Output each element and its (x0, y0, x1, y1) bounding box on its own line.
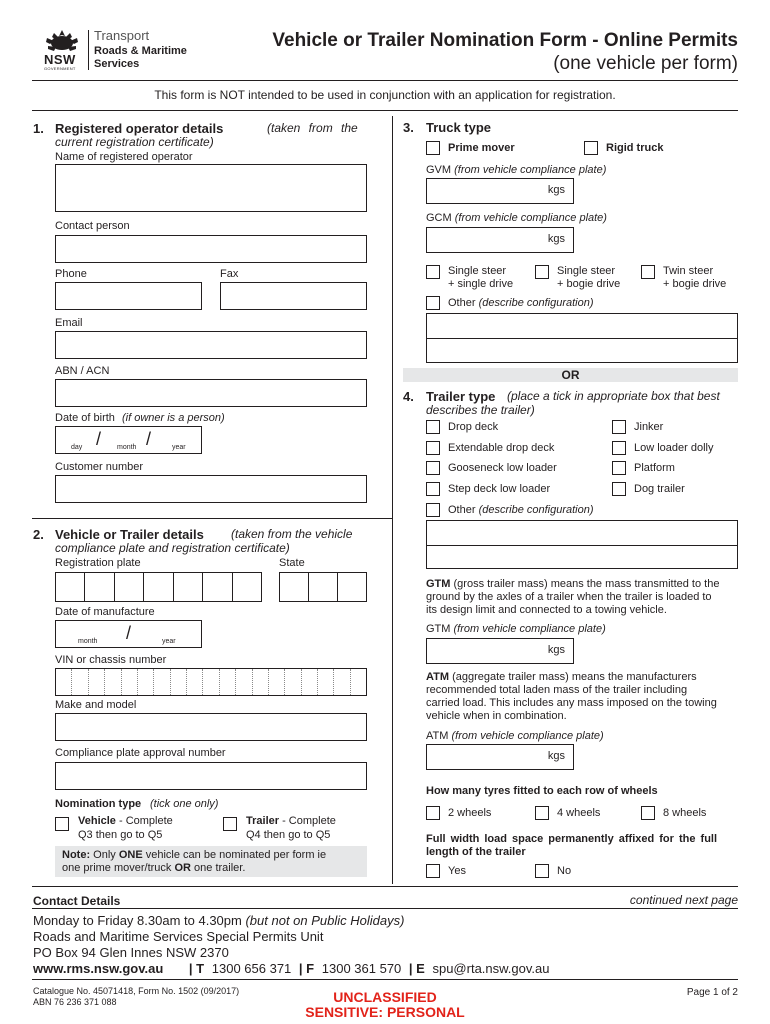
contact-email[interactable]: spu@rta.nsw.gov.au (432, 961, 550, 976)
tyres-label: How many tyres fitted to each row of wheels (426, 785, 658, 797)
vehicle-checkbox[interactable] (55, 817, 69, 831)
compliance-input[interactable] (55, 762, 367, 790)
trailer-opt-gooseneck: Gooseneck low loader (448, 462, 557, 474)
tyres-4-checkbox[interactable] (535, 806, 549, 820)
load-space-label: Full width load space permanently affixed for the full (426, 833, 718, 845)
nsw-logo (40, 28, 84, 72)
gtm-definition-2: ground by the axles of a trailer when the trailer is loaded to (426, 591, 712, 603)
trailer-opt-extendable: Extendable drop deck (448, 442, 555, 454)
phone-prefix: T (196, 961, 205, 976)
section4-title-note-2: describes the trailer) (426, 403, 535, 417)
customer-input[interactable] (55, 475, 367, 503)
steer3-checkbox[interactable] (641, 265, 655, 279)
dob-year-hint: year (172, 444, 186, 451)
trailer-option-rest: - Complete (279, 815, 336, 827)
make-input[interactable] (55, 713, 367, 741)
waratah-icon (42, 28, 82, 54)
note-line2-a: one prime mover/truck (62, 862, 175, 874)
load-space-no-checkbox[interactable] (535, 864, 549, 878)
trailer-opt-dolly: Low loader dolly (634, 442, 714, 454)
office-hours (33, 913, 404, 928)
atm-def-text-1: (aggregate trailer mass) means the manufacturers (449, 671, 697, 683)
gtm-def-term: GTM (426, 578, 451, 590)
classification-2: SENSITIVE: PERSONAL (305, 1004, 465, 1020)
column-divider (392, 116, 393, 884)
contact-line (33, 961, 550, 976)
note-label: Note: (62, 849, 91, 861)
tyres-2-checkbox[interactable] (426, 806, 440, 820)
section1-number: 1. (33, 121, 44, 136)
bottom-rule (32, 979, 738, 980)
note-text-rest: vehicle can be nominated per form ie (142, 849, 327, 861)
trailer-other-checkbox[interactable] (426, 503, 440, 517)
rego-label: Registration plate (55, 557, 141, 569)
customer-label: Customer number (55, 461, 144, 473)
abn-label: ABN / ACN (55, 365, 110, 377)
tyres-2-label: 2 wheels (448, 807, 492, 819)
gcm-note: (from vehicle compliance plate) (454, 212, 607, 224)
truck-other-input-divider (427, 338, 737, 339)
prime-mover-checkbox[interactable] (426, 141, 440, 155)
section4-title-note: (place a tick in appropriate box that best (507, 389, 720, 403)
phone-label: Phone (55, 268, 87, 280)
gcm-label-text: GCM (426, 212, 452, 224)
email-input[interactable] (55, 331, 367, 359)
atm-unit: kgs (547, 750, 565, 762)
logo-state: NSW (44, 52, 76, 67)
gvm-label-text: GVM (426, 164, 452, 176)
rigid-truck-label: Rigid truck (606, 142, 664, 154)
rego-input[interactable] (55, 572, 262, 602)
trailer-other-text: Other (448, 504, 476, 516)
atm-definition-2: recommended total laden mass of the trailer including (426, 684, 688, 696)
dob-day-hint: day (71, 444, 83, 451)
logo-line-rms: Roads & Maritime (94, 45, 187, 57)
compliance-label: Compliance plate approval number (55, 747, 226, 759)
sep-3: | (408, 961, 413, 976)
gvm-label (426, 164, 606, 177)
office-hours-text: Monday to Friday 8.30am to 4.30pm (33, 913, 242, 928)
tyres-4-label: 4 wheels (557, 807, 601, 819)
notice-rule (32, 110, 738, 111)
section1-rule (32, 518, 392, 519)
form-subtitle: (one vehicle per form) (553, 53, 738, 74)
gcm-unit: kgs (547, 233, 565, 245)
gtm-definition-3: its design limit and connected to a towing vehicle. (426, 604, 667, 616)
gvm-unit: kgs (547, 184, 565, 196)
section3-number: 3. (403, 120, 414, 135)
trailer-option-bold: Trailer (246, 815, 280, 827)
section3-title: Truck type (426, 120, 492, 135)
atm-input[interactable] (426, 744, 574, 770)
section2-title-note: (taken from the vehicle (231, 527, 353, 541)
gvm-note: (from vehicle compliance plate) (454, 164, 607, 176)
contact-details-title: Contact Details (33, 894, 121, 908)
website-link[interactable]: www.rms.nsw.gov.au (33, 961, 164, 976)
trailer-opt-dog: Dog trailer (634, 483, 685, 495)
trailer-opt-gooseneck-checkbox[interactable] (426, 461, 440, 475)
email-label: Email (55, 317, 83, 329)
rigid-truck-checkbox[interactable] (584, 141, 598, 155)
contact-label: Contact person (55, 220, 130, 232)
email-prefix: E (416, 961, 425, 976)
catalogue-number: Catalogue No. 45071418, Form No. 1502 (09/2017) (33, 986, 240, 996)
office-hours-note: (but not on Public Holidays) (245, 913, 405, 928)
atm-definition-4: vehicle when in combination. (426, 710, 567, 722)
logo-government: GOVERNMENT (44, 66, 76, 71)
dom-label: Date of manufacture (55, 606, 155, 618)
gtm-definition-1 (426, 578, 719, 591)
dob-note: (if owner is a person) (122, 412, 225, 424)
sep-2: | (298, 961, 303, 976)
trailer-opt-drop-deck-checkbox[interactable] (426, 420, 440, 434)
abn-input[interactable] (55, 379, 367, 407)
section2-title-note-2: compliance plate and registration certificate) (55, 541, 290, 555)
trailer-opt-step-deck: Step deck low loader (448, 483, 551, 495)
dob-month-hint: month (117, 444, 137, 451)
classification-1: UNCLASSIFIED (333, 989, 437, 1005)
section4-title: Trailer type (426, 389, 496, 404)
dob-label: Date of birth (55, 412, 115, 424)
vehicle-option-bold: Vehicle (78, 815, 116, 827)
name-input[interactable] (55, 164, 367, 212)
office-address: PO Box 94 Glen Innes NSW 2370 (33, 945, 229, 960)
logo-line-transport: Transport (94, 28, 150, 43)
logo-line-services: Services (94, 58, 140, 70)
atm-note: (from vehicle compliance plate) (451, 730, 604, 742)
steer3-label-2: + bogie drive (663, 278, 727, 290)
dob-slash-1: / (96, 429, 102, 449)
dom-slash: / (126, 623, 132, 643)
contact-phone: 1300 656 371 (211, 961, 292, 976)
gtm-def-text-1: (gross trailer mass) means the mass transmitted to the (450, 578, 720, 590)
load-space-no-label: No (557, 865, 572, 877)
abn-number: ABN 76 236 371 088 (33, 997, 117, 1007)
trailer-opt-platform-checkbox[interactable] (612, 461, 626, 475)
trailer-other-label (448, 504, 594, 517)
trailer-other-input[interactable] (426, 520, 738, 569)
name-label: Name of registered operator (55, 151, 193, 163)
steer2-label-2: + bogie drive (557, 278, 621, 290)
section1-title-note-2: current registration certificate) (55, 135, 214, 149)
dom-year-hint: year (162, 638, 176, 645)
steer1-label-2: + single drive (448, 278, 514, 290)
nomination-label: Nomination type (55, 798, 142, 810)
vehicle-option-line2: Q3 then go to Q5 (78, 829, 163, 841)
page-number: Page 1 of 2 (686, 987, 738, 998)
dob-input[interactable] (55, 426, 202, 454)
atm-definition-1 (426, 671, 697, 684)
trailer-opt-extendable-checkbox[interactable] (426, 441, 440, 455)
prime-mover-label: Prime mover (448, 142, 515, 154)
contact-rule (32, 908, 738, 909)
gtm-input[interactable] (426, 638, 574, 664)
section1-title: Registered operator details (55, 121, 224, 136)
trailer-checkbox[interactable] (223, 817, 237, 831)
trailer-opt-jinker: Jinker (634, 421, 664, 433)
or-label: OR (561, 368, 580, 382)
trailer-option-line2: Q4 then go to Q5 (246, 829, 331, 841)
atm-def-term: ATM (426, 671, 450, 683)
fax-prefix: F (306, 961, 315, 976)
truck-other-note: (describe configuration) (478, 297, 594, 309)
steer1-checkbox[interactable] (426, 265, 440, 279)
section4-number: 4. (403, 389, 414, 404)
tyres-8-label: 8 wheels (663, 807, 707, 819)
atm-label-text: ATM (426, 730, 449, 742)
steer3-label: Twin steer (663, 265, 714, 277)
continued-note: continued next page (629, 893, 738, 907)
header-rule (32, 80, 738, 81)
form-title: Vehicle or Trailer Nomination Form - Online Permits (272, 30, 738, 51)
office-unit: Roads and Maritime Services Special Permits Unit (33, 929, 324, 944)
tyres-8-checkbox[interactable] (641, 806, 655, 820)
note-line2-b: one trailer. (190, 862, 246, 874)
trailer-opt-dog-checkbox[interactable] (612, 482, 626, 496)
section2-number: 2. (33, 527, 44, 542)
load-space-yes-label: Yes (448, 865, 466, 877)
footer-rule (32, 886, 738, 887)
gcm-input[interactable] (426, 227, 574, 253)
vehicle-option-label (78, 815, 173, 828)
load-space-label-2: length of the trailer (426, 846, 526, 858)
sep-1: | (188, 961, 193, 976)
section1-title-note: (taken from the (267, 121, 358, 135)
note-text-a: Only (90, 849, 119, 861)
vehicle-option-rest: - Complete (115, 815, 173, 827)
nomination-note: (tick one only) (150, 798, 219, 810)
gtm-note: (from vehicle compliance plate) (453, 623, 606, 635)
steer2-label: Single steer (557, 265, 616, 277)
section2-title: Vehicle or Trailer details (55, 527, 204, 542)
trailer-other-input-divider (427, 545, 737, 546)
dom-input[interactable] (55, 620, 202, 648)
steer2-checkbox[interactable] (535, 265, 549, 279)
trailer-opt-jinker-checkbox[interactable] (612, 420, 626, 434)
notice-text: This form is NOT intended to be used in conjunction with an application for registration. (154, 88, 616, 102)
logo-divider (88, 30, 89, 70)
trailer-opt-dolly-checkbox[interactable] (612, 441, 626, 455)
trailer-other-note: (describe configuration) (478, 504, 594, 516)
truck-other-label (448, 297, 594, 310)
note-or: OR (174, 862, 191, 874)
dom-month-hint: month (78, 638, 98, 645)
truck-other-text: Other (448, 297, 476, 309)
vin-input[interactable] (55, 668, 367, 696)
contact-fax: 1300 361 570 (321, 961, 402, 976)
atm-definition-3: carried load. This includes any mass imposed on the towing (426, 697, 717, 709)
steer1-label: Single steer (448, 265, 507, 277)
make-label: Make and model (55, 699, 137, 711)
trailer-opt-step-deck-checkbox[interactable] (426, 482, 440, 496)
state-input[interactable] (279, 572, 367, 602)
gtm-label-text: GTM (426, 623, 451, 635)
contact-input[interactable] (55, 235, 367, 263)
note-one: ONE (118, 849, 143, 861)
gtm-label (426, 623, 606, 636)
load-space-yes-checkbox[interactable] (426, 864, 440, 878)
gtm-unit: kgs (547, 644, 565, 656)
truck-other-input[interactable] (426, 313, 738, 363)
gvm-input[interactable] (426, 178, 574, 204)
dob-slash-2: / (146, 429, 152, 449)
trailer-opt-platform: Platform (634, 462, 675, 474)
vin-label: VIN or chassis number (55, 654, 167, 666)
note-line-2 (62, 862, 245, 875)
truck-other-checkbox[interactable] (426, 296, 440, 310)
fax-label: Fax (220, 268, 239, 280)
state-label: State (279, 557, 305, 569)
trailer-opt-drop-deck: Drop deck (448, 421, 499, 433)
atm-label (426, 730, 604, 743)
trailer-option-label (246, 815, 336, 828)
gcm-label (426, 212, 607, 225)
fax-input[interactable] (220, 282, 367, 310)
phone-input[interactable] (55, 282, 202, 310)
note-line-1 (62, 849, 326, 862)
